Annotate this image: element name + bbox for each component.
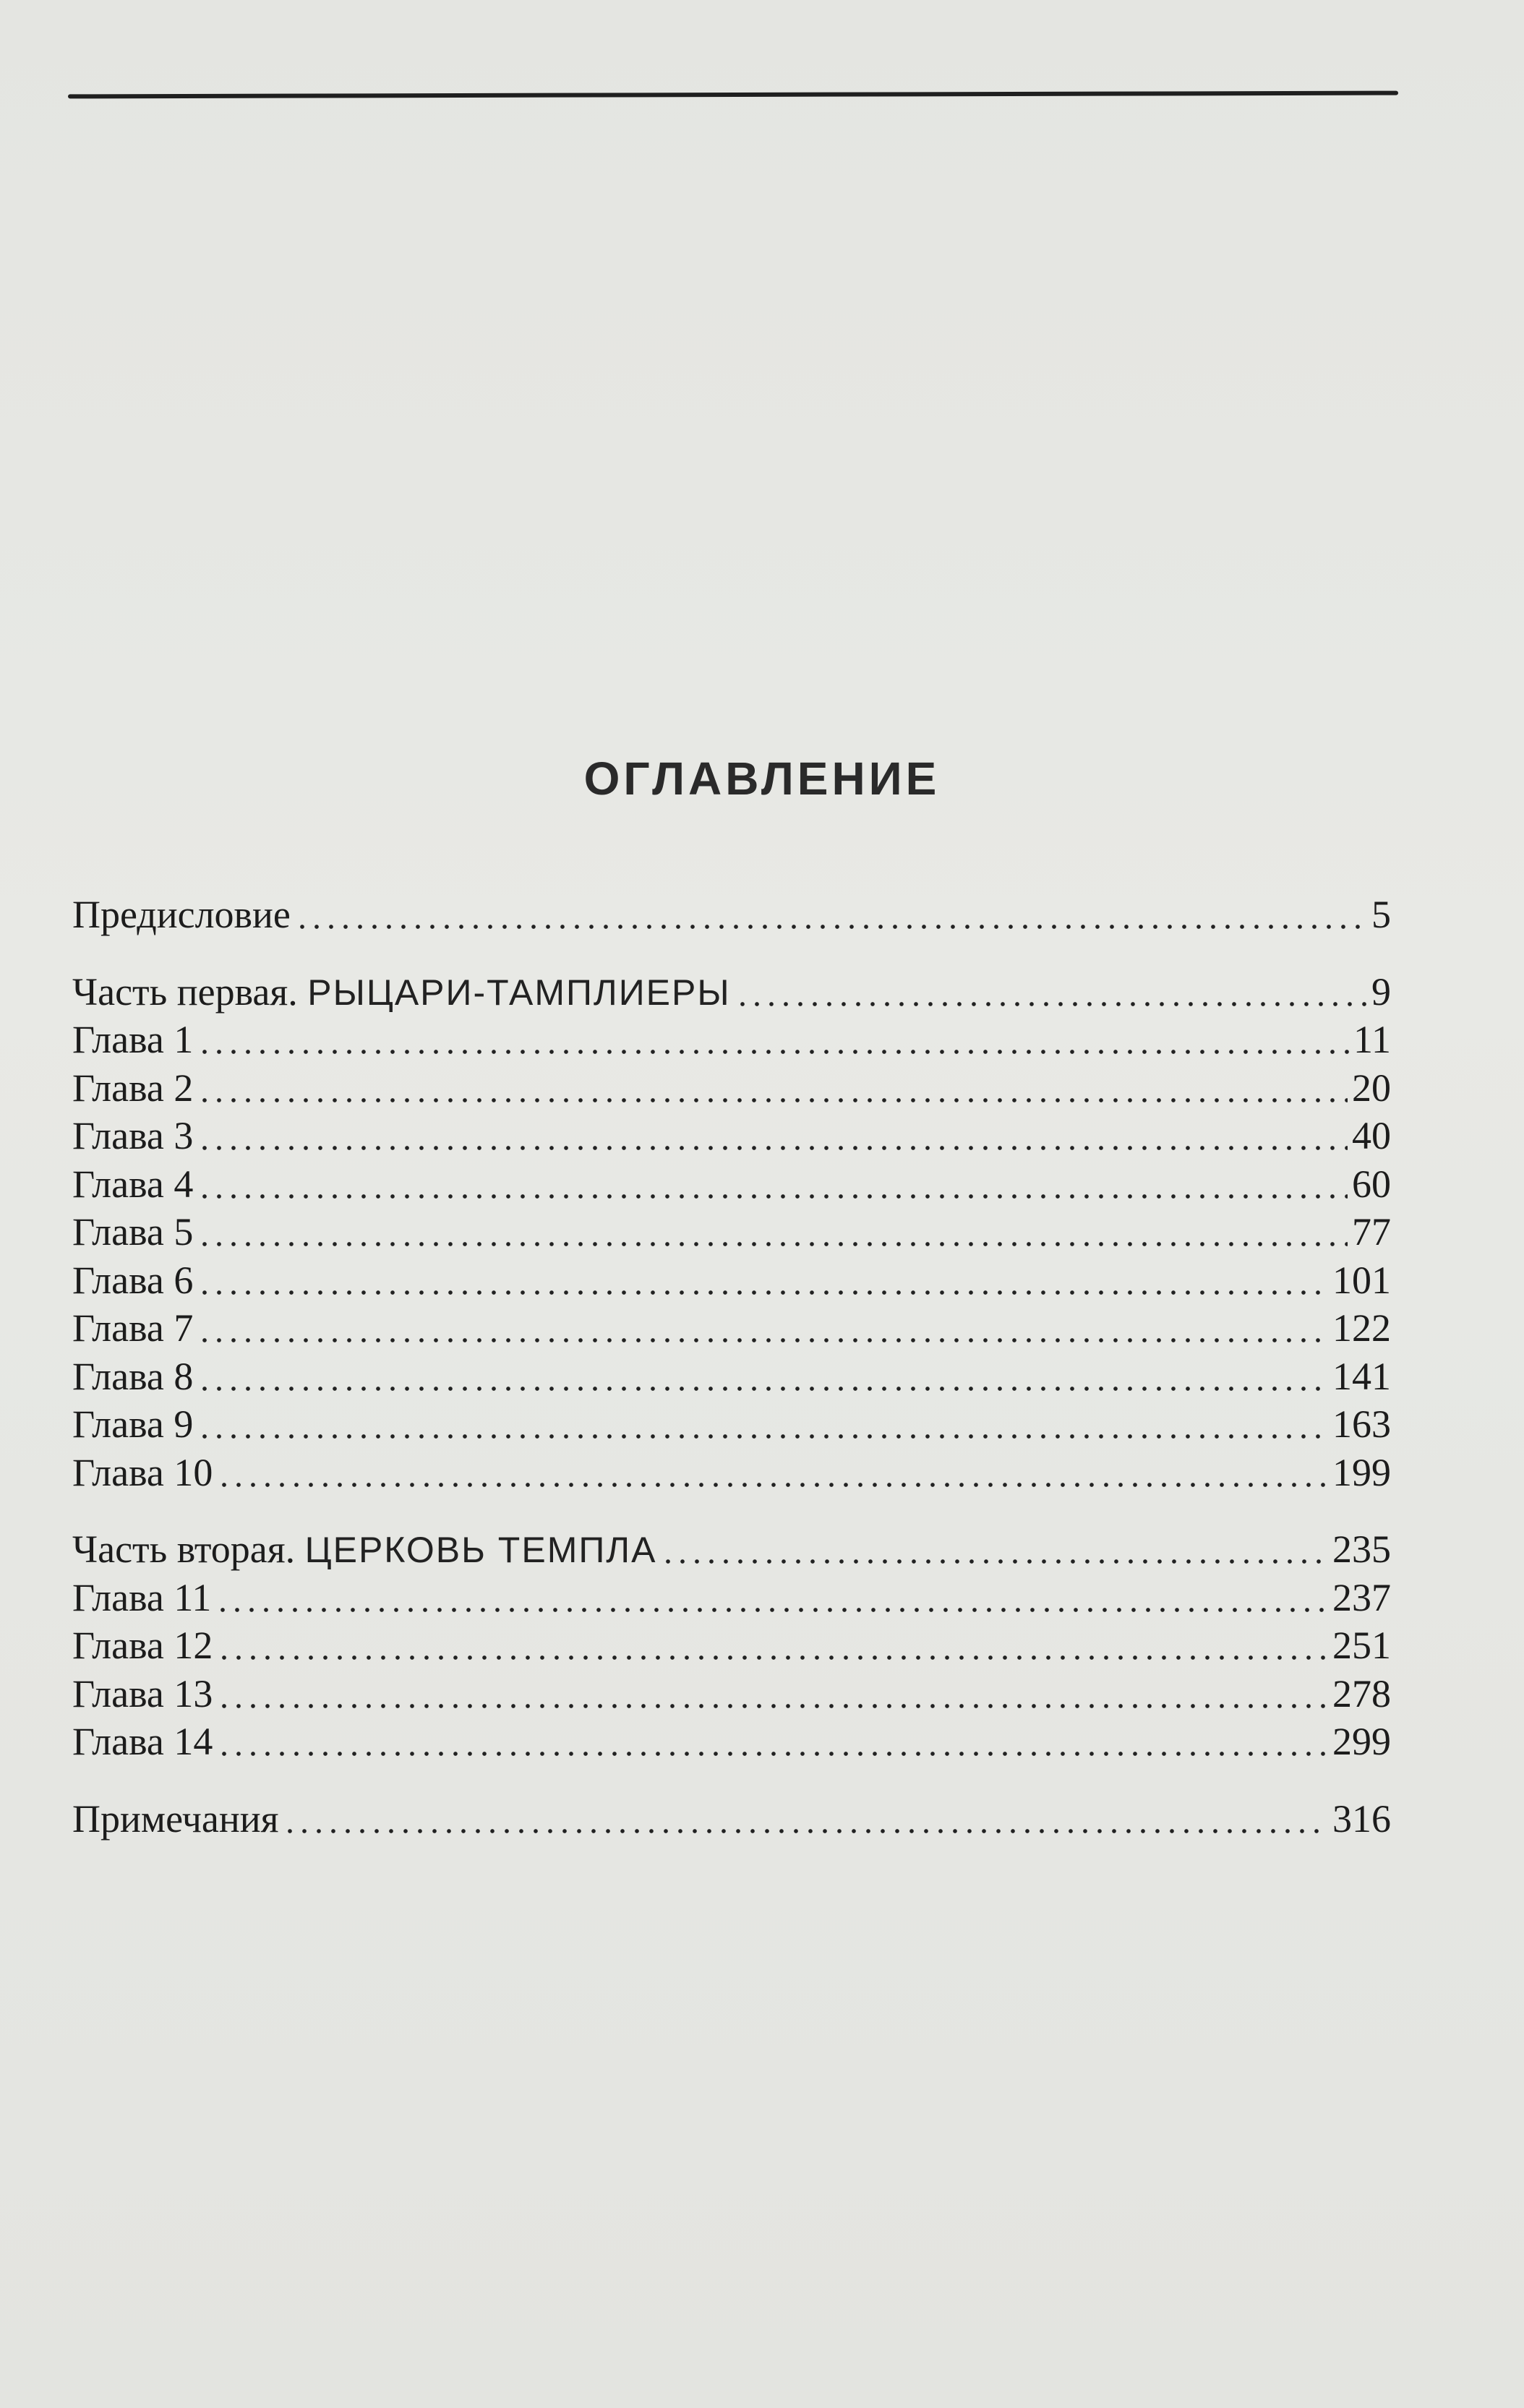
toc-page-number: 40 — [1352, 1114, 1391, 1157]
toc-page-number: 199 — [1332, 1450, 1391, 1494]
dot-leader — [197, 1426, 1328, 1440]
dot-leader — [295, 916, 1367, 930]
toc-entry-chapter-10 — [72, 1449, 1391, 1497]
dot-leader — [197, 1378, 1328, 1392]
toc-entry-chapter-11 — [72, 1574, 1391, 1622]
toc-entry-label: Глава 2 — [72, 1066, 194, 1110]
toc-entry-chapter-8 — [72, 1353, 1391, 1401]
toc-page-number: 5 — [1371, 893, 1391, 936]
toc-page-number: 60 — [1352, 1162, 1391, 1206]
dot-leader — [735, 993, 1367, 1008]
toc-page-number: 141 — [1332, 1354, 1391, 1398]
toc-entry-label: Примечания — [72, 1796, 279, 1841]
dot-leader — [197, 1041, 1349, 1055]
toc-entry-label: Глава 7 — [72, 1306, 194, 1350]
toc-page-number: 11 — [1353, 1018, 1391, 1061]
toc-entry-label: Глава 10 — [72, 1450, 213, 1494]
dot-leader — [215, 1599, 1328, 1614]
toc-entry-chapter-6 — [72, 1256, 1391, 1305]
dot-leader — [197, 1137, 1348, 1152]
part-prefix: Часть первая. — [72, 969, 308, 1014]
toc-page-number: 235 — [1332, 1528, 1391, 1571]
toc-entry-chapter-9 — [72, 1400, 1391, 1449]
dot-leader — [197, 1233, 1348, 1248]
toc-page-number: 77 — [1352, 1210, 1391, 1254]
toc-entry-chapter-3 — [72, 1112, 1391, 1160]
toc-entry-label: Глава 11 — [72, 1575, 212, 1619]
toc-entry-notes — [72, 1795, 1391, 1843]
toc-entry-chapter-4 — [72, 1160, 1391, 1209]
toc-entry-part-one — [72, 968, 1391, 1016]
toc-entry-label: Глава 6 — [72, 1258, 194, 1302]
toc-entry-chapter-1 — [72, 1016, 1391, 1064]
toc-page-number: 299 — [1332, 1720, 1391, 1763]
page-title: ОГЛАВЛЕНИЕ — [583, 753, 941, 805]
toc-entry-chapter-12 — [72, 1621, 1391, 1670]
toc-entry-part-two — [72, 1525, 1391, 1574]
dot-leader — [197, 1186, 1348, 1200]
toc-page-number: 251 — [1332, 1624, 1391, 1667]
dot-leader — [197, 1089, 1348, 1104]
toc-page-number: 20 — [1352, 1066, 1391, 1110]
toc-entry-chapter-5 — [72, 1208, 1391, 1256]
toc-entry-chapter-13 — [72, 1670, 1391, 1718]
part-title: ЦЕРКОВЬ ТЕМПЛА — [304, 1530, 657, 1570]
toc-entry-label: Глава 3 — [72, 1114, 194, 1157]
dot-leader — [283, 1820, 1328, 1835]
toc-part-label — [72, 968, 731, 1017]
part-title: РЫЦАРИ-ТАМПЛИЕРЫ — [307, 972, 731, 1013]
toc-part-label — [72, 1525, 656, 1574]
dot-leader — [217, 1647, 1328, 1661]
toc-entry-label: Глава 12 — [72, 1624, 213, 1667]
toc-entry-preface — [72, 891, 1391, 939]
toc-entry-chapter-7 — [72, 1304, 1391, 1353]
toc-page-number: 122 — [1332, 1306, 1391, 1350]
dot-leader — [217, 1743, 1328, 1757]
part-prefix: Часть вторая. — [72, 1528, 305, 1571]
toc-page-number: 278 — [1332, 1671, 1391, 1715]
header-rule — [68, 91, 1398, 99]
dot-leader — [217, 1695, 1328, 1710]
toc-entry-label: Глава 9 — [72, 1402, 194, 1446]
toc-entry-label: Предисловие — [72, 893, 291, 936]
toc-entry-label: Глава 8 — [72, 1354, 194, 1398]
dot-leader — [217, 1474, 1328, 1488]
toc-entry-chapter-14 — [72, 1718, 1391, 1766]
toc-page-number: 316 — [1332, 1796, 1391, 1841]
dot-leader — [661, 1551, 1328, 1565]
toc-page-number: 101 — [1332, 1258, 1391, 1302]
toc-entry-label: Глава 1 — [72, 1018, 194, 1061]
toc-page-number: 237 — [1332, 1575, 1391, 1619]
toc-entry-label: Глава 14 — [72, 1720, 213, 1763]
table-of-contents — [72, 891, 1391, 1843]
dot-leader — [197, 1282, 1328, 1296]
toc-page-number: 163 — [1332, 1402, 1391, 1446]
toc-entry-label: Глава 13 — [72, 1671, 213, 1715]
toc-entry-chapter-2 — [72, 1064, 1391, 1113]
toc-page-number: 9 — [1371, 969, 1391, 1014]
dot-leader — [197, 1329, 1328, 1344]
toc-entry-label: Глава 5 — [72, 1210, 194, 1254]
toc-entry-label: Глава 4 — [72, 1162, 194, 1206]
